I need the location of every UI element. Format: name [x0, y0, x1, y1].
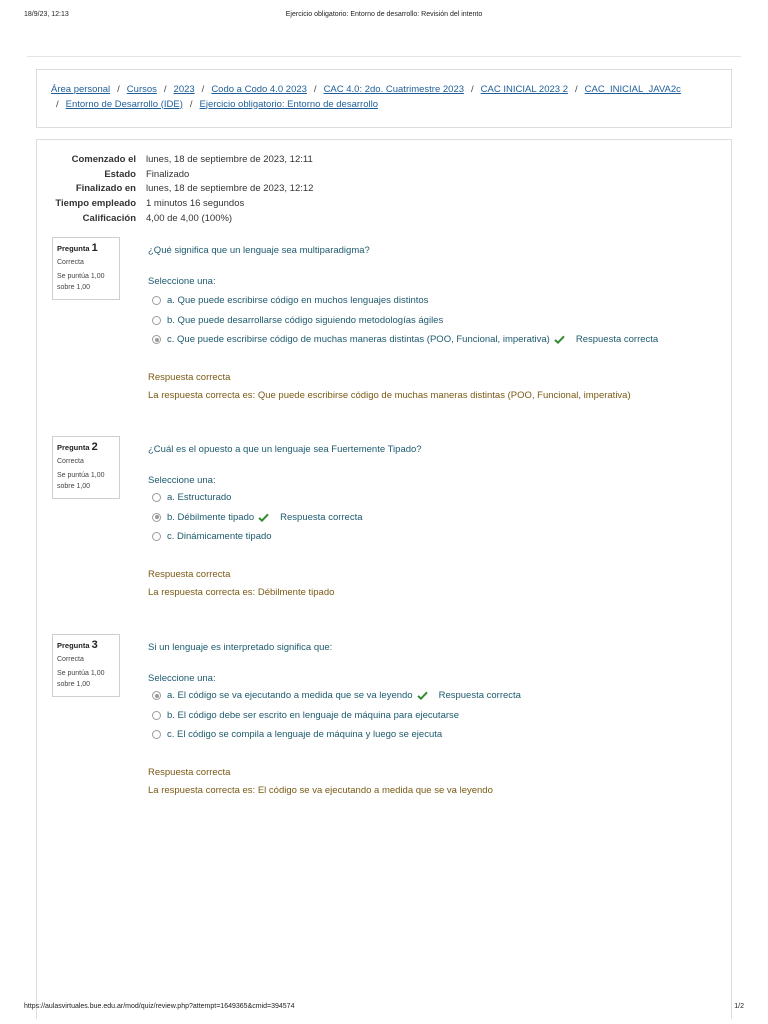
breadcrumb-separator: / — [313, 84, 317, 95]
answer-text: b. El código debe ser escrito en lenguaje de máquina para ejecutarse — [167, 709, 460, 721]
summary-value: lunes, 18 de septiembre de 2023, 12:11 — [146, 153, 313, 165]
radio-button[interactable] — [152, 296, 161, 305]
question-state: Correcta — [57, 259, 84, 266]
question-text: ¿Qué significa que un lenguaje sea multiparadigma? — [148, 245, 370, 256]
answer-text: b. Débilmente tipado — [167, 511, 255, 523]
breadcrumb-separator: / — [163, 84, 167, 95]
answer-option-selected[interactable] — [148, 686, 728, 706]
answer-list — [148, 686, 728, 745]
print-url: https://aulasvirtuales.bue.edu.ar/mod/quiz/review.php?attempt=1649365&cmid=394574 — [24, 1003, 295, 1010]
breadcrumb-separator: / — [471, 84, 474, 95]
question-label: Pregunta — [57, 443, 90, 452]
answer-option-selected[interactable] — [148, 330, 728, 350]
question-grade-line: Se puntúa 1,00 — [57, 670, 105, 677]
radio-button[interactable] — [152, 532, 161, 541]
breadcrumb-link-2023[interactable]: 2023 — [173, 84, 195, 95]
answer-option[interactable] — [148, 706, 728, 726]
attempt-summary — [38, 152, 313, 225]
answer-list — [148, 488, 728, 547]
answer-option[interactable] — [148, 311, 728, 331]
question-state: Correcta — [57, 656, 84, 663]
answer-prompt: Seleccione una: — [148, 673, 216, 684]
radio-button[interactable] — [152, 711, 161, 720]
check-icon — [554, 335, 565, 344]
question-grade — [57, 669, 115, 690]
print-datetime: 18/9/23, 12:13 — [24, 11, 69, 18]
summary-value: Finalizado — [146, 168, 190, 180]
radio-button-checked[interactable] — [152, 691, 161, 700]
attempt-summary-table — [38, 152, 313, 225]
feedback-answer: La respuesta correcta es: El código se va ejecutando a medida que se va leyendo — [148, 784, 493, 796]
breadcrumb-link-cac-inicial-java2c[interactable]: CAC_INICIAL_JAVA2c — [584, 84, 681, 95]
check-icon — [417, 691, 428, 700]
question-grade-line: sobre 1,00 — [57, 482, 91, 490]
feedback-answer: La respuesta correcta es: Débilmente tipado — [148, 586, 335, 598]
answer-text: a. El código se va ejecutando a medida que se va leyendo — [167, 690, 413, 702]
answer-list — [148, 291, 728, 350]
answer-text: c. Dinámicamente tipado — [167, 531, 272, 543]
question-text: ¿Cuál es el opuesto a que un lenguaje sea Fuertemente Tipado? — [148, 444, 422, 455]
breadcrumb-link-codo-a-codo[interactable]: Codo a Codo 4.0 2023 — [211, 84, 307, 95]
answer-prompt: Seleccione una: — [148, 475, 216, 486]
question-grade — [57, 272, 115, 293]
breadcrumb-link-entorno-desarrollo[interactable]: Entorno de Desarrollo (IDE) — [65, 98, 183, 110]
breadcrumb-container — [36, 69, 732, 128]
answer-text: a. Estructurado — [167, 492, 232, 504]
answer-text: c. Que puede escribirse código de muchas maneras distintas (POO, Funcional, imperativa) — [167, 334, 550, 346]
question-grade — [57, 471, 115, 492]
divider — [27, 56, 741, 57]
question-number — [57, 639, 115, 651]
summary-label: Calificación — [82, 212, 136, 224]
summary-row-time — [38, 196, 313, 211]
question-number-value: 1 — [91, 242, 98, 254]
radio-button-checked[interactable] — [152, 513, 161, 522]
answer-option[interactable] — [148, 527, 728, 547]
summary-row-finished — [38, 181, 313, 196]
question-grade-line: Se puntúa 1,00 — [57, 472, 105, 479]
question-info-3 — [52, 634, 120, 697]
radio-button-checked[interactable] — [152, 335, 161, 344]
answer-text: c. El código se compila a lenguaje de máquina y luego se ejecuta — [167, 729, 443, 741]
summary-label: Estado — [104, 168, 136, 180]
summary-label: Finalizado en — [75, 183, 136, 195]
question-grade-line: sobre 1,00 — [57, 680, 91, 688]
question-info-1 — [52, 237, 120, 300]
question-number-value: 3 — [91, 639, 98, 651]
feedback-title: Respuesta correcta — [148, 766, 231, 778]
answer-option[interactable] — [148, 488, 728, 508]
print-header — [24, 11, 744, 23]
answer-option-selected[interactable] — [148, 508, 728, 528]
feedback-title: Respuesta correcta — [148, 568, 231, 580]
breadcrumb-separator: / — [117, 84, 120, 95]
answer-prompt: Seleccione una: — [148, 276, 216, 287]
summary-value: 1 minutos 16 segundos — [146, 197, 245, 209]
breadcrumb — [51, 83, 717, 112]
question-info-2 — [52, 436, 120, 499]
breadcrumb-link-cac-inicial-2023-2[interactable]: CAC INICIAL 2023 2 — [480, 84, 568, 95]
breadcrumb-link-ejercicio[interactable]: Ejercicio obligatorio: Entorno de desarrollo — [199, 98, 378, 110]
feedback-title: Respuesta correcta — [148, 371, 231, 383]
breadcrumb-link-cursos[interactable]: Cursos — [126, 84, 157, 95]
breadcrumb-separator: / — [201, 84, 205, 95]
correct-mark-label: Respuesta correcta — [438, 690, 521, 702]
radio-button[interactable] — [152, 730, 161, 739]
summary-label: Tiempo empleado — [55, 197, 136, 209]
correct-mark-label: Respuesta correcta — [575, 334, 659, 346]
summary-value: lunes, 18 de septiembre de 2023, 12:12 — [146, 183, 314, 195]
summary-value: 4,00 de 4,00 (100%) — [146, 212, 233, 224]
answer-text: b. Que puede desarrollarse código siguiendo metodologías ágiles — [167, 314, 444, 326]
question-label: Pregunta — [57, 641, 90, 650]
answer-option[interactable] — [148, 725, 728, 745]
question-grade-line: sobre 1,00 — [57, 283, 91, 291]
print-page-number: 1/2 — [734, 1003, 744, 1010]
print-title: Ejercicio obligatorio: Entorno de desarrollo: Revisión del intento — [285, 11, 483, 18]
breadcrumb-link-cac-cuatrimestre[interactable]: CAC 4.0: 2do. Cuatrimestre 2023 — [323, 84, 465, 95]
summary-row-started — [38, 152, 313, 167]
breadcrumb-link-area-personal[interactable]: Área personal — [51, 84, 111, 95]
summary-label: Comenzado el — [71, 153, 136, 165]
radio-button[interactable] — [152, 493, 161, 502]
question-content-2 — [148, 444, 728, 598]
question-content-3 — [148, 642, 728, 796]
answer-text: a. Que puede escribirse código en muchos lenguajes distintos — [167, 295, 429, 307]
question-number — [57, 441, 115, 453]
correct-mark-label: Respuesta correcta — [280, 511, 363, 523]
breadcrumb-separator: / — [574, 84, 578, 95]
radio-button[interactable] — [152, 316, 161, 325]
question-label: Pregunta — [57, 244, 90, 253]
breadcrumb-separator: / — [56, 98, 59, 110]
question-number-value: 2 — [91, 441, 98, 453]
breadcrumb-separator: / — [189, 98, 193, 110]
question-text: Si un lenguaje es interpretado significa que: — [148, 642, 333, 653]
summary-row-state — [38, 167, 313, 182]
question-state: Correcta — [57, 458, 84, 465]
feedback-answer: La respuesta correcta es: Que puede escribirse código de muchas maneras distintas (POO, Funcional, imperativa) — [148, 389, 631, 401]
question-content-1 — [148, 245, 728, 401]
question-grade-line: Se puntúa 1,00 — [57, 273, 105, 280]
question-number — [57, 242, 115, 254]
check-icon — [258, 513, 269, 522]
answer-option[interactable] — [148, 291, 728, 311]
summary-row-grade — [38, 211, 313, 226]
